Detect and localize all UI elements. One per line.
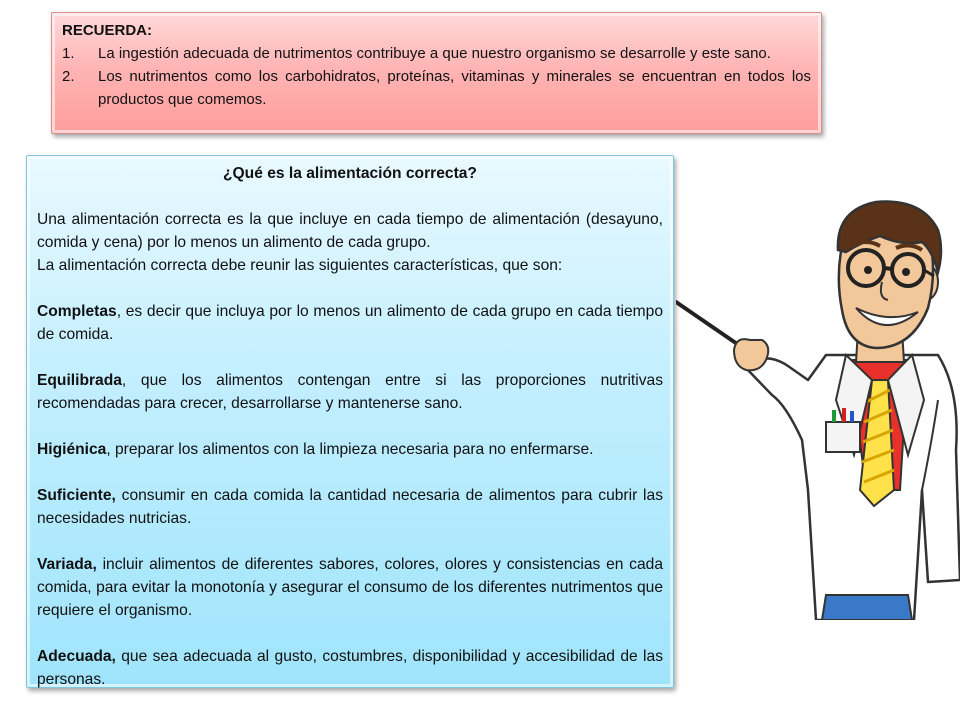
recuerda-list bbox=[62, 42, 811, 111]
characteristic-equilibrada bbox=[37, 369, 663, 415]
recuerda-item bbox=[62, 65, 811, 111]
recuerda-item-number: 1. bbox=[62, 45, 75, 62]
recuerda-item-number: 2. bbox=[62, 68, 75, 85]
section-title: ¿Qué es la alimentación correcta? bbox=[223, 165, 477, 182]
intro-paragraph: La alimentación correcta debe reunir las siguientes características, que son: bbox=[37, 257, 563, 274]
characteristic-term: Variada, bbox=[37, 556, 97, 573]
characteristic-term: Higiénica bbox=[37, 441, 107, 458]
characteristic-suficiente bbox=[37, 484, 663, 530]
characteristic-adecuada bbox=[37, 645, 663, 691]
characteristic-term: Completas bbox=[37, 303, 117, 320]
characteristic-desc: , que los alimentos contengan entre si las proporciones nutritivas recomendadas para crecer, desarrollarse y mantenerse sano. bbox=[37, 372, 663, 412]
characteristic-completas bbox=[37, 300, 663, 346]
characteristic-higienica bbox=[37, 438, 663, 461]
characteristic-variada bbox=[37, 553, 663, 622]
intro-paragraph: Una alimentación correcta es la que incluye en cada tiempo de alimentación (desayuno, comida y cena) por lo menos un alimento de cada grupo. bbox=[37, 211, 663, 251]
doctor-pointing-icon bbox=[676, 190, 960, 620]
characteristic-desc: que sea adecuada al gusto, costumbres, disponibilidad y accesibilidad de las personas. bbox=[37, 648, 663, 688]
characteristic-term: Equilibrada bbox=[37, 372, 122, 389]
characteristic-term: Suficiente, bbox=[37, 487, 116, 504]
recuerda-item-text: La ingestión adecuada de nutrimentos contribuye a que nuestro organismo se desarrolle y este sano. bbox=[98, 45, 771, 62]
alimentacion-correcta-box bbox=[26, 155, 674, 688]
characteristic-desc: consumir en cada comida la cantidad necesaria de alimentos para cubrir las necesidades nutricias. bbox=[37, 487, 663, 527]
characteristic-desc: incluir alimentos de diferentes sabores, colores, olores y consistencias en cada comida, para evitar la monotonía y asegurar el consumo de los diferentes nutrimentos que requiere el organismo. bbox=[37, 556, 663, 619]
recuerda-item-text: Los nutrimentos como los carbohidratos, proteínas, vitaminas y minerales se encuentran en todos los productos que comemos. bbox=[98, 68, 811, 108]
characteristic-desc: , preparar los alimentos con la limpieza necesaria para no enfermarse. bbox=[106, 441, 594, 458]
recuerda-heading: RECUERDA: bbox=[62, 22, 152, 39]
characteristic-term: Adecuada, bbox=[37, 648, 116, 665]
recuerda-item bbox=[62, 42, 811, 65]
recuerda-box bbox=[51, 12, 822, 134]
characteristic-desc: , es decir que incluya por lo menos un alimento de cada grupo en cada tiempo de comida. bbox=[37, 303, 663, 343]
